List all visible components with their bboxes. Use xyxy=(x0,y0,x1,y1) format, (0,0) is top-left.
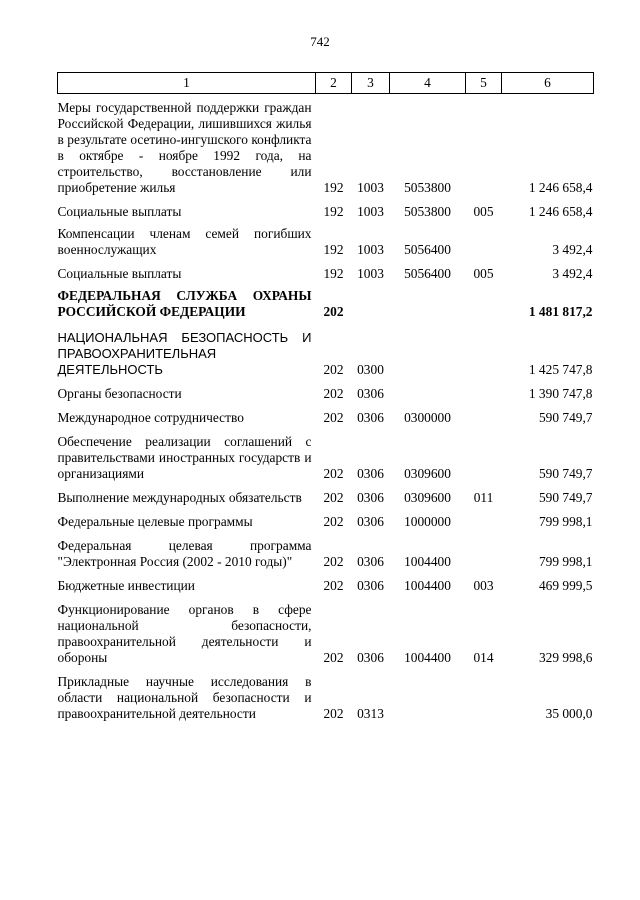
row-target-article-code: 5053800 xyxy=(404,204,451,219)
row-section-code: 1003 xyxy=(357,242,384,257)
row-amount: 329 998,6 xyxy=(538,650,593,665)
table-row xyxy=(58,530,594,570)
row-name: Функционирование органов в сфере национальной безопасности, правоохранительной деятельности и обороны xyxy=(57,602,312,665)
table-row xyxy=(58,402,594,426)
row-ministry-code: 192 xyxy=(323,204,344,219)
row-ministry-code: 202 xyxy=(323,466,344,481)
row-expense-type-code xyxy=(466,426,502,482)
row-amount: 35 000,0 xyxy=(545,706,593,721)
row-target-article-code: 0309600 xyxy=(404,490,451,505)
row-ministry-code: 192 xyxy=(323,242,344,257)
row-name: Федеральные целевые программы xyxy=(57,514,253,529)
row-ministry-code: 202 xyxy=(323,410,344,425)
row-ministry-code: 202 xyxy=(323,706,344,721)
table-row xyxy=(58,378,594,402)
row-name: ФЕДЕРАЛЬНАЯ СЛУЖБА ОХРАНЫ РОССИЙСКОЙ ФЕДЕРАЦИИ xyxy=(57,288,312,319)
row-name: Социальные выплаты xyxy=(57,204,182,219)
row-section-code: 1003 xyxy=(357,204,384,219)
column-header-section: 3 xyxy=(352,73,390,94)
row-amount: 1 246 658,4 xyxy=(528,180,593,195)
row-name: Прикладные научные исследования в области национальной безопасности и правоохранительной деятельности xyxy=(57,674,312,721)
row-expense-type-code xyxy=(466,94,502,197)
row-name: Бюджетные инвестиции xyxy=(57,578,195,593)
table-row xyxy=(58,320,594,378)
budget-table xyxy=(57,72,594,722)
row-expense-type-code xyxy=(466,506,502,530)
row-ministry-code: 202 xyxy=(323,578,344,593)
page-number: 742 xyxy=(310,34,330,49)
row-amount: 799 998,1 xyxy=(538,514,593,529)
row-target-article-code: 1004400 xyxy=(404,650,451,665)
row-expense-type-code: 003 xyxy=(473,578,494,593)
row-amount: 590 749,7 xyxy=(538,466,593,481)
row-amount: 3 492,4 xyxy=(552,242,593,257)
row-target-article-code xyxy=(390,378,466,402)
table-row xyxy=(58,666,594,722)
row-section-code: 0306 xyxy=(357,650,384,665)
row-expense-type-code xyxy=(466,282,502,320)
row-expense-type-code xyxy=(466,530,502,570)
column-header-name: 1 xyxy=(58,73,316,94)
row-ministry-code: 192 xyxy=(323,266,344,281)
row-name: Меры государственной поддержки граждан Российской Федерации, лишившихся жилья в результате осетино-ингушского конфликта в октябре - ноябре 1992 года, на строительство, восстановление или приобретение жилья xyxy=(57,100,312,195)
row-expense-type-code xyxy=(466,666,502,722)
row-target-article-code: 5056400 xyxy=(404,266,451,281)
table-row xyxy=(58,258,594,282)
row-section-code: 0306 xyxy=(357,490,384,505)
row-amount: 3 492,4 xyxy=(552,266,593,281)
table-row xyxy=(58,196,594,220)
row-section-code: 0306 xyxy=(357,554,384,569)
row-target-article-code: 0300000 xyxy=(404,410,451,425)
column-number-header-row xyxy=(58,73,594,94)
row-amount: 1 390 747,8 xyxy=(528,386,593,401)
row-target-article-code: 5056400 xyxy=(404,242,451,257)
row-name: Выполнение международных обязательств xyxy=(57,490,302,505)
row-amount: 1 425 747,8 xyxy=(528,362,593,377)
row-expense-type-code xyxy=(466,378,502,402)
table-row xyxy=(58,282,594,320)
row-section-code: 0306 xyxy=(357,466,384,481)
row-target-article-code: 1004400 xyxy=(404,578,451,593)
row-ministry-code: 202 xyxy=(323,362,344,377)
row-amount: 590 749,7 xyxy=(538,490,593,505)
row-target-article-code xyxy=(390,320,466,378)
row-target-article-code: 5053800 xyxy=(404,180,451,195)
row-expense-type-code xyxy=(466,320,502,378)
row-target-article-code xyxy=(390,666,466,722)
row-section-code xyxy=(352,282,390,320)
row-section-code: 0306 xyxy=(357,410,384,425)
row-ministry-code: 202 xyxy=(323,386,344,401)
column-header-ministry: 2 xyxy=(316,73,352,94)
budget-rows xyxy=(58,94,594,723)
row-target-article-code: 1000000 xyxy=(404,514,451,529)
row-ministry-code: 202 xyxy=(323,554,344,569)
row-name: Международное сотрудничество xyxy=(57,410,244,425)
row-expense-type-code: 005 xyxy=(473,204,494,219)
row-target-article-code: 1004400 xyxy=(404,554,451,569)
table-row xyxy=(58,570,594,594)
row-ministry-code: 202 xyxy=(323,490,344,505)
table-row xyxy=(58,220,594,258)
row-name: НАЦИОНАЛЬНАЯ БЕЗОПАСНОСТЬ И ПРАВООХРАНИТЕЛЬНАЯ ДЕЯТЕЛЬНОСТЬ xyxy=(57,330,312,377)
row-expense-type-code: 014 xyxy=(473,650,494,665)
row-section-code: 0300 xyxy=(357,362,384,377)
row-name: Федеральная целевая программа "Электронная Россия (2002 - 2010 годы)" xyxy=(57,538,312,569)
row-expense-type-code xyxy=(466,220,502,258)
row-amount: 1 246 658,4 xyxy=(528,204,593,219)
row-section-code: 0306 xyxy=(357,514,384,529)
row-ministry-code: 202 xyxy=(323,514,344,529)
row-section-code: 1003 xyxy=(357,266,384,281)
row-amount: 799 998,1 xyxy=(538,554,593,569)
table-row xyxy=(58,426,594,482)
table-row xyxy=(58,506,594,530)
table-row xyxy=(58,482,594,506)
row-ministry-code: 202 xyxy=(323,650,344,665)
row-section-code: 0306 xyxy=(357,386,384,401)
row-target-article-code: 0309600 xyxy=(404,466,451,481)
column-header-expense-type: 5 xyxy=(466,73,502,94)
column-header-target-article: 4 xyxy=(390,73,466,94)
row-amount: 1 481 817,2 xyxy=(528,304,593,319)
row-name: Обеспечение реализации соглашений с правительствами иностранных государств и организациями xyxy=(57,434,312,481)
column-header-amount: 6 xyxy=(502,73,594,94)
row-ministry-code: 202 xyxy=(323,304,344,319)
row-section-code: 1003 xyxy=(357,180,384,195)
table-row xyxy=(58,594,594,666)
row-name: Компенсации членам семей погибших военнослужащих xyxy=(57,226,312,257)
row-section-code: 0306 xyxy=(357,578,384,593)
row-name: Социальные выплаты xyxy=(57,266,182,281)
row-target-article-code xyxy=(390,282,466,320)
row-expense-type-code xyxy=(466,402,502,426)
row-name: Органы безопасности xyxy=(57,386,182,401)
row-expense-type-code: 011 xyxy=(473,490,494,505)
row-section-code: 0313 xyxy=(357,706,384,721)
table-row xyxy=(58,94,594,197)
row-amount: 469 999,5 xyxy=(538,578,593,593)
row-ministry-code: 192 xyxy=(323,180,344,195)
row-expense-type-code: 005 xyxy=(473,266,494,281)
row-amount: 590 749,7 xyxy=(538,410,593,425)
